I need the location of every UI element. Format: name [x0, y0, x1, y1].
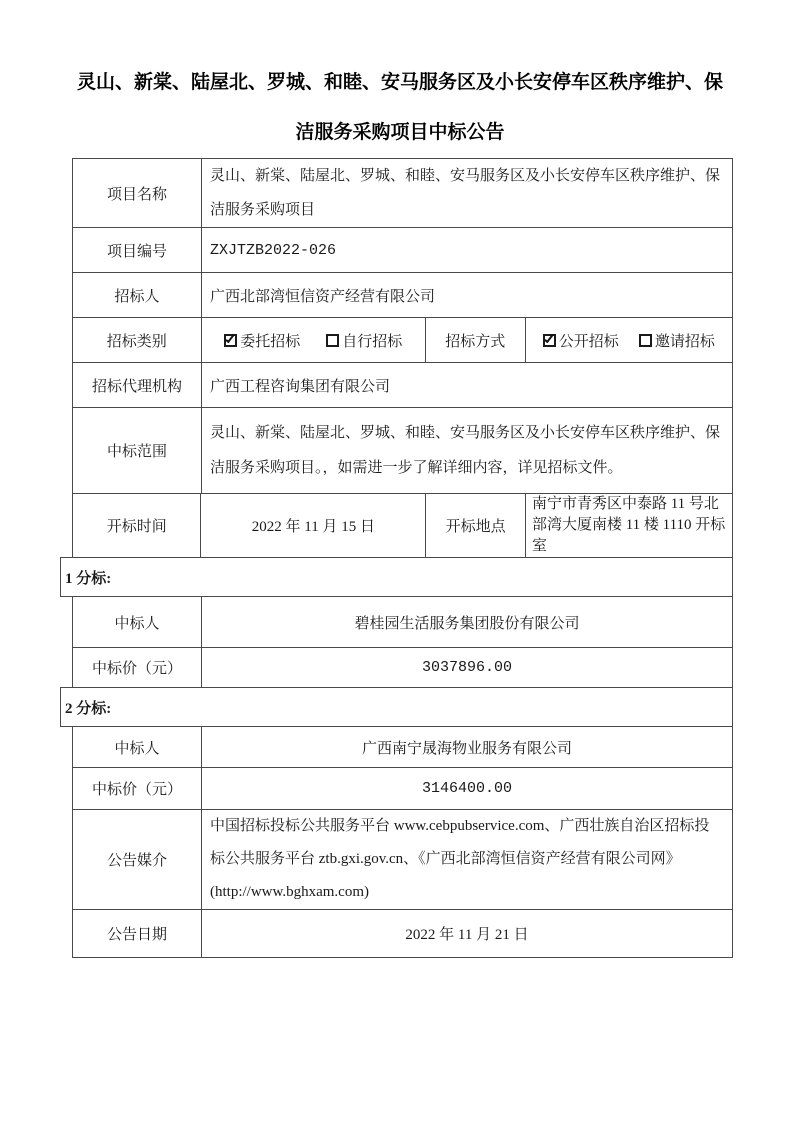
project-number-value: ZXJTZB2022-026 [201, 228, 732, 272]
table-row-project-name [73, 159, 732, 227]
winner-label: 中标人 [114, 615, 160, 632]
section-2-heading [60, 687, 733, 727]
unchecked-checkbox-icon [326, 334, 339, 347]
bid-open-place-value: 南宁市青秀区中泰路 11 号北部湾大厦南楼 11 楼 1110 开标室 [525, 494, 732, 557]
tender-method-options [525, 318, 732, 362]
table-row-winner [73, 597, 732, 647]
tender-category-options [201, 318, 425, 362]
section-heading-text: 2 分标: [65, 700, 112, 717]
announcement-media-label: 公告媒介 [106, 853, 167, 869]
page-title-line2: 洁服务采购项目中标公告 [295, 122, 505, 143]
table-row-project-number [73, 227, 732, 272]
agency-value: 广西工程咨询集团有限公司 [201, 363, 732, 407]
tenderer-label: 招标人 [114, 288, 160, 305]
option-weituo-zhaobiao [224, 330, 300, 351]
award-scope-label: 中标范围 [106, 444, 167, 460]
checked-checkbox-icon [543, 334, 556, 347]
table-row-winner [73, 727, 732, 767]
table-row-announcement-date [73, 909, 732, 957]
tender-method-label: 招标方式 [425, 318, 525, 362]
winner-value: 碧桂园生活服务集团股份有限公司 [201, 597, 732, 647]
section-1-heading [60, 557, 733, 597]
table-row-price [73, 647, 732, 687]
table-row-announcement-media [73, 809, 732, 909]
section-1-table [72, 596, 733, 688]
table-row-agency [73, 362, 732, 407]
section-2-table [72, 726, 733, 958]
option-gongkai-zhaobiao [543, 330, 619, 351]
option-label: 邀请招标 [654, 333, 715, 350]
project-info-table [72, 158, 733, 558]
table-row-bid-opening [73, 493, 732, 557]
tenderer-value: 广西北部湾恒信资产经营有限公司 [201, 273, 732, 317]
option-yaoqing-zhaobiao [639, 330, 715, 351]
announcement-date-value: 2022 年 11 月 21 日 [201, 910, 732, 957]
price-value: 3146400.00 [201, 768, 732, 809]
unchecked-checkbox-icon [639, 334, 652, 347]
checked-checkbox-icon [224, 334, 237, 347]
project-name-value: 灵山、新棠、陆屋北、罗城、和睦、安马服务区及小长安停车区秩序维护、保洁服务采购项目 [201, 159, 732, 227]
page-title [40, 58, 760, 158]
price-label: 中标价（元） [91, 661, 182, 677]
winner-label: 中标人 [114, 740, 160, 757]
table-row-award-scope [73, 407, 732, 493]
table-row-tender-category [73, 317, 732, 362]
table-row-tenderer [73, 272, 732, 317]
announcement-media-value: 中国招标投标公共服务平台 www.cebpubservice.com、广西壮族自治区招标投标公共服务平台 ztb.gxi.gov.cn、《广西北部湾恒信资产经营有限公司网》(http://www.bghxam.com) [201, 810, 732, 909]
project-name-label: 项目名称 [106, 186, 167, 203]
option-zixing-zhaobiao [326, 330, 402, 351]
announcement-date-label: 公告日期 [106, 927, 167, 943]
tender-category-label: 招标类别 [106, 333, 167, 350]
bid-open-place-label: 开标地点 [425, 494, 525, 557]
project-number-label: 项目编号 [106, 243, 167, 260]
bid-open-time-value: 2022 年 11 月 15 日 [200, 494, 425, 557]
price-label: 中标价（元） [91, 782, 182, 798]
option-label: 委托招标 [240, 333, 301, 350]
agency-label: 招标代理机构 [91, 378, 182, 395]
price-value: 3037896.00 [201, 648, 732, 687]
bid-open-time-label: 开标时间 [106, 519, 167, 535]
option-label: 自行招标 [342, 333, 403, 350]
page-title-line1: 灵山、新棠、陆屋北、罗城、和睦、安马服务区及小长安停车区秩序维护、保 [76, 72, 723, 93]
award-notice-table [60, 158, 734, 958]
award-scope-value: 灵山、新棠、陆屋北、罗城、和睦、安马服务区及小长安停车区秩序维护、保洁服务采购项目。，如需进一步了解详细内容，详见招标文件。 [201, 408, 732, 493]
section-heading-text: 1 分标: [65, 570, 112, 587]
table-row-price [73, 767, 732, 809]
winner-value: 广西南宁晟海物业服务有限公司 [201, 727, 732, 767]
option-label: 公开招标 [558, 333, 619, 350]
